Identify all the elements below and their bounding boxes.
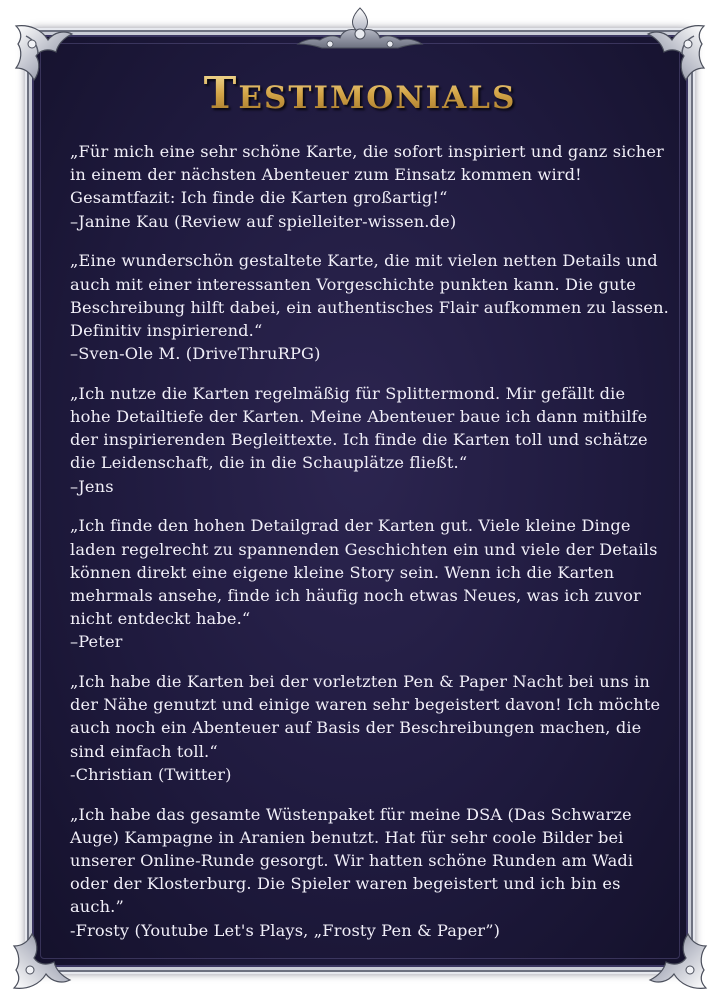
top-ornament-icon [290, 4, 430, 52]
testimonial-item [70, 803, 670, 942]
testimonial-item [70, 670, 670, 786]
testimonial-author: –Sven-Ole M. (DriveThruRPG) [70, 344, 321, 364]
testimonial-quote: „Für mich eine sehr schöne Karte, die sofort inspiriert und ganz sicher in einem der nächsten Abenteuer zum Einsatz kommen wird! Gesamtfazit: Ich finde die Karten großartig!“ [70, 142, 664, 208]
testimonial-quote: „Ich nutze die Karten regelmäßig für Splittermond. Mir gefällt die hohe Detailtiefe der Karten. Meine Abenteuer baue ich dann mithilfe der inspirierenden Begleittexte. Ich finde die Karten toll und schätze die Leidenschaft, die in die Schauplätze fließt.“ [70, 383, 648, 473]
testimonial-item [70, 249, 670, 365]
testimonial-item [70, 514, 670, 653]
testimonial-quote: „Ich habe die Karten bei der vorletzten Pen & Paper Nacht bei uns in der Nähe genutzt und einige waren sehr begeistert davon! Ich möchte auch noch ein Abenteuer auf Basis der Beschreibungen machen, die sind einfach toll.“ [70, 672, 661, 761]
testimonial-author: -Frosty (Youtube Let's Plays, „Frosty Pen & Paper”) [70, 920, 501, 940]
testimonial-author: –Jens [70, 476, 114, 496]
testimonial-author: –Janine Kau (Review auf spielleiter-wissen.de) [70, 211, 457, 231]
testimonial-item [70, 382, 670, 498]
testimonial-author: -Christian (Twitter) [70, 764, 232, 784]
testimonial-quote: „Eine wunderschön gestaltete Karte, die mit vielen netten Details und auch mit einer interessanten Vorgeschichte punkten kann. Die gute Beschreibung hilft dabei, ein authentisches Flair aufkommen zu lassen. Definitiv inspirierend.“ [70, 251, 669, 340]
corner-ornament-icon [6, 926, 76, 996]
testimonial-item [70, 140, 670, 233]
page-title: Testimonials [0, 68, 720, 119]
testimonials-list [70, 140, 670, 958]
testimonial-quote: „Ich finde den hohen Detailgrad der Karten gut. Viele kleine Dinge laden regelrecht zu spannenden Geschichten ein und viele der Details können direkt eine eigene kleine Story sein. Wenn ich die Karten mehrmals ansehe, finde ich häufig noch etwas Neues, was ich zuvor nicht entdeckt habe.“ [70, 516, 658, 629]
testimonial-author: –Peter [70, 632, 123, 652]
testimonial-quote: „Ich habe das gesamte Wüstenpaket für meine DSA (Das Schwarze Auge) Kampagne in Aranien benutzt. Hat für sehr coole Bilder bei unserer Online-Runde gesorgt. Wir hatten schöne Runden am Wadi oder der Klosterburg. Die Spieler waren begeistert und ich bin es auch.” [70, 804, 634, 917]
